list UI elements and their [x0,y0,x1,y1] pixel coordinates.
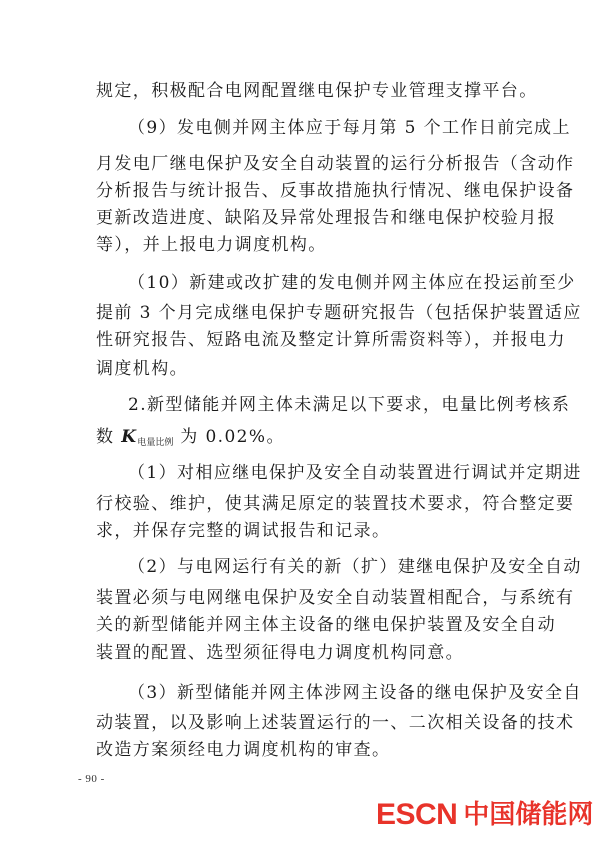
watermark-latin: ESCN [376,798,458,831]
page-number: - 90 - [78,773,105,785]
text-line: 装置的配置、选型须征得电力调度机构同意。 [96,643,464,663]
text-line: 2.新型储能并网主体未满足以下要求，电量比例考核系 [128,395,571,415]
text-line: （3）新型储能并网主体涉网主设备的继电保护及安全自 [128,683,582,703]
text-line: 改造方案须经电力调度机构的审查。 [96,740,391,760]
text-line: （1）对相应继电保护及安全自动装置进行调试并定期进 [128,463,582,483]
k-variable: K [121,427,138,447]
text-line: 调度机构。 [96,359,188,379]
text-line: 性研究报告、短路电流及整定计算所需资料等），并报电力 [96,330,566,350]
text-line: 提前 3 个月完成继电保护专题研究报告（包括保护装置适应 [96,303,582,323]
text-line: 等），并上报电力调度机构。 [96,235,327,255]
text-line: 动装置，以及影响上述装置运行的一、二次相关设备的技术 [96,713,575,733]
text-line: （2）与电网运行有关的新（扩）建继电保护及安全自动 [128,557,582,577]
text-line: 规定，积极配合电网配置继电保护专业管理支撑平台。 [96,81,538,101]
formula-value: 为 0.02%。 [180,427,285,447]
text-line: （9）发电侧并网主体应于每月第 5 个工作日前完成上 [128,118,571,138]
watermark-chinese: 中国储能网 [463,800,594,830]
formula-prefix: 数 [96,427,115,447]
text-line: 装置必须与电网继电保护及安全自动装置相配合，与系统有 [96,588,575,608]
text-line: 月发电厂继电保护及安全自动装置的运行分析报告（含动作 [96,154,575,174]
body-text [96,0,582,770]
text-line: 更新改造进度、缺陷及异常处理报告和继电保护校验月报 [96,208,556,228]
text-line-formula [96,426,285,454]
text-line: 求，并保存完整的调试报告和记录。 [96,521,391,541]
text-line: 分析报告与统计报告、反事故措施执行情况、继电保护设备 [96,181,575,201]
text-line: 关的新型储能并网主体主设备的继电保护装置及安全自动 [96,615,556,635]
escn-watermark-logo [376,798,593,832]
text-line: 行校验、维护，使其满足原定的装置技术要求，符合整定要 [96,494,575,514]
k-subscript: 电量比例 [137,438,174,448]
text-line: （10）新建或改扩建的发电侧并网主体应在投运前至少 [128,273,576,293]
